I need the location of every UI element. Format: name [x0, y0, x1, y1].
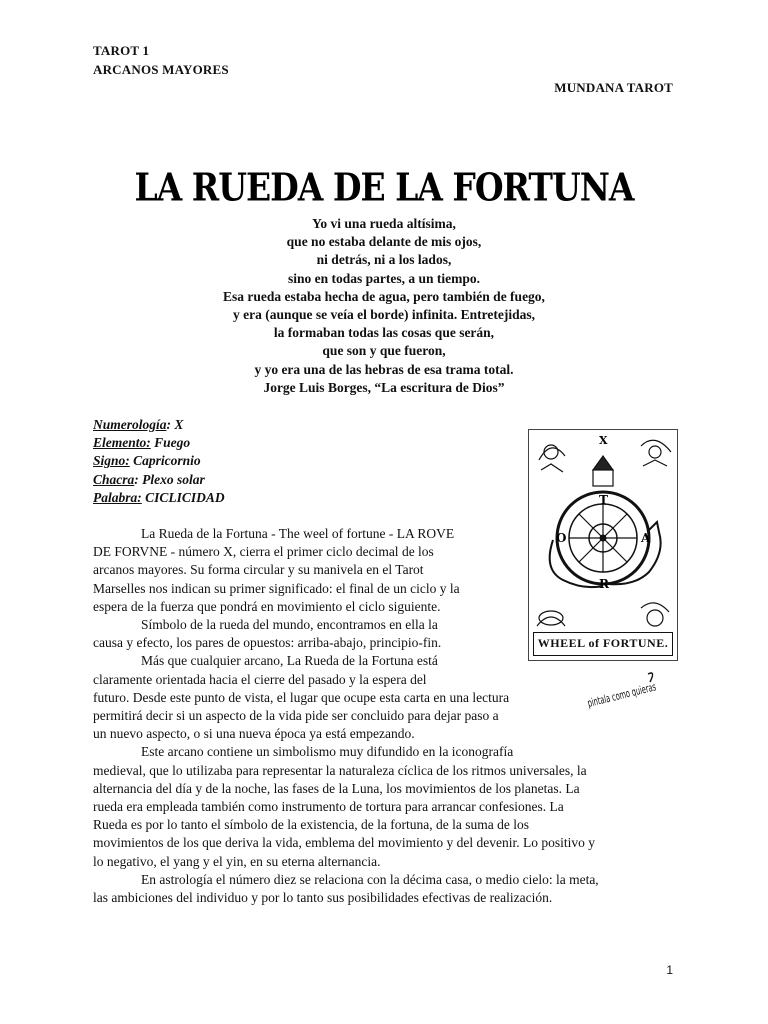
- fact-row: [93, 434, 225, 452]
- text-line: En astrología el número diez se relaciona con la décima casa, o medio cielo: la meta,: [141, 871, 599, 887]
- paragraph-intro: [93, 525, 599, 907]
- fact-row: [93, 416, 225, 434]
- card-numeral: X: [599, 434, 608, 447]
- text-line: futuro. Desde este punto de vista, el lugar que ocupe esta carta en una lectura: [93, 689, 510, 705]
- poem-line: Yo vi una rueda altísima,: [312, 216, 456, 231]
- wheel-letter: R: [599, 577, 609, 591]
- text-line: medieval, que lo utilizaba para representar la naturaleza cíclica de los ritmos universales, la: [93, 762, 587, 778]
- fact-value: Plexo solar: [142, 471, 205, 487]
- fact-key: Signo:: [93, 453, 130, 469]
- poem-line: Esa rueda estaba hecha de agua, pero también de fuego,: [223, 288, 545, 304]
- header-tarot: TAROT 1: [93, 43, 150, 58]
- header-mundana: MUNDANA TAROT: [554, 80, 673, 95]
- fact-key: Elemento:: [93, 435, 151, 451]
- lion-icon: [641, 603, 669, 626]
- wheel-of-fortune-card: [528, 429, 678, 661]
- fact-row: [93, 452, 225, 470]
- text-line: Más que cualquier arcano, La Rueda de la Fortuna está: [141, 653, 438, 669]
- eagle-icon: [641, 440, 671, 466]
- fact-row: [93, 489, 225, 507]
- anubis-icon: [609, 522, 661, 584]
- handwritten-note: [586, 668, 702, 748]
- fact-value: Capricornio: [133, 453, 201, 469]
- poem-line: y era (aunque se veía el borde) infinita. Entretejidas,: [233, 307, 535, 323]
- text-line: permitirá decir si un aspecto de la vida pide ser concluido para dejar paso a: [93, 708, 499, 724]
- poem-line: sino en todas partes, a un tiempo.: [287, 270, 481, 286]
- poem-epigraph: [0, 215, 768, 397]
- poem-line: que no estaba delante de mis ojos,: [286, 234, 482, 250]
- card-caption: WHEEL of FORTUNE.: [533, 632, 673, 656]
- text-line: claramente orientada hacia el cierre del pasado y la espera del: [93, 671, 427, 687]
- text-line: movimientos de los que deriva la vida, emblema del movimiento y del devenir. Lo positivo y: [93, 835, 596, 851]
- sphinx-icon: [593, 456, 613, 486]
- text-line: lo negativo, el yang y el yin, en su eterna alternancia.: [93, 853, 381, 869]
- text-line: arcanos mayores. Su forma circular y su manivela en el Tarot: [93, 562, 424, 578]
- text-line: las ambiciones del individuo y por lo tanto sus posibilidades efectivas de realización.: [93, 890, 553, 906]
- text-line: espera de la fuerza que pondrá en movimiento el ciclo siguiente.: [93, 598, 441, 614]
- poem-attribution: Jorge Luis Borges, “La escritura de Dios”: [263, 379, 505, 395]
- card-facts: [93, 416, 225, 507]
- poem-line: la formaban todas las cosas que serán,: [273, 325, 495, 341]
- text-line: Este arcano contiene un simbolismo muy difundido en la iconografía: [141, 744, 514, 760]
- fact-sep: :: [166, 417, 175, 432]
- wheel-letter: A: [641, 531, 651, 545]
- text-line: Símbolo de la rueda del mundo, encontramos en ella la: [141, 617, 438, 633]
- fact-value: X: [174, 417, 184, 432]
- text-line: causa y efecto, los pares de opuestos: arriba-abajo, principio-fin.: [93, 635, 442, 651]
- poem-line: y yo era una de las hebras de esa trama total.: [254, 361, 514, 377]
- fact-sep: :: [134, 471, 143, 487]
- page-number: 1: [666, 963, 673, 977]
- poem-line: ni detrás, ni a los lados,: [316, 252, 452, 268]
- wheel-letter: O: [556, 531, 567, 545]
- text-line: Rueda es por lo tanto el símbolo de la existencia, de la fortuna, de la suma de los: [93, 817, 530, 833]
- angel-icon: [539, 445, 565, 472]
- wheel-letter: T: [599, 493, 608, 507]
- fact-key: Chacra: [93, 471, 135, 487]
- text-line: un nuevo aspecto, o si una nueva época ya está empezando.: [93, 726, 415, 742]
- text-line: alternancia del día y de la noche, las fases de la Luna, los movimientos de los planetas. La: [93, 780, 580, 796]
- poem-line: que son y que fueron,: [322, 343, 446, 359]
- fact-key: Palabra:: [93, 489, 142, 505]
- text-line: Marselles nos indican su primer significado: el final de un ciclo y la: [93, 580, 460, 596]
- note-text: pintala como quieras: [586, 669, 702, 710]
- text-line: La Rueda de la Fortuna - The weel of fortune - LA ROVE: [141, 526, 455, 541]
- page-title: LA RUEDA DE LA FORTUNA: [134, 165, 634, 210]
- card-illustration: [529, 430, 677, 660]
- text-line: rueda era empleada también como instrumento de tortura para arrancar confesiones. La: [93, 799, 564, 815]
- bull-icon: [537, 611, 565, 626]
- fact-row: [93, 471, 225, 489]
- fact-key: Numerología: [93, 417, 167, 432]
- fact-value: CICLICIDAD: [145, 489, 225, 505]
- header-arcanos: ARCANOS MAYORES: [93, 62, 229, 77]
- text-line: DE FORVNE - número X, cierra el primer ciclo decimal de los: [93, 544, 434, 560]
- fact-value: Fuego: [154, 435, 191, 451]
